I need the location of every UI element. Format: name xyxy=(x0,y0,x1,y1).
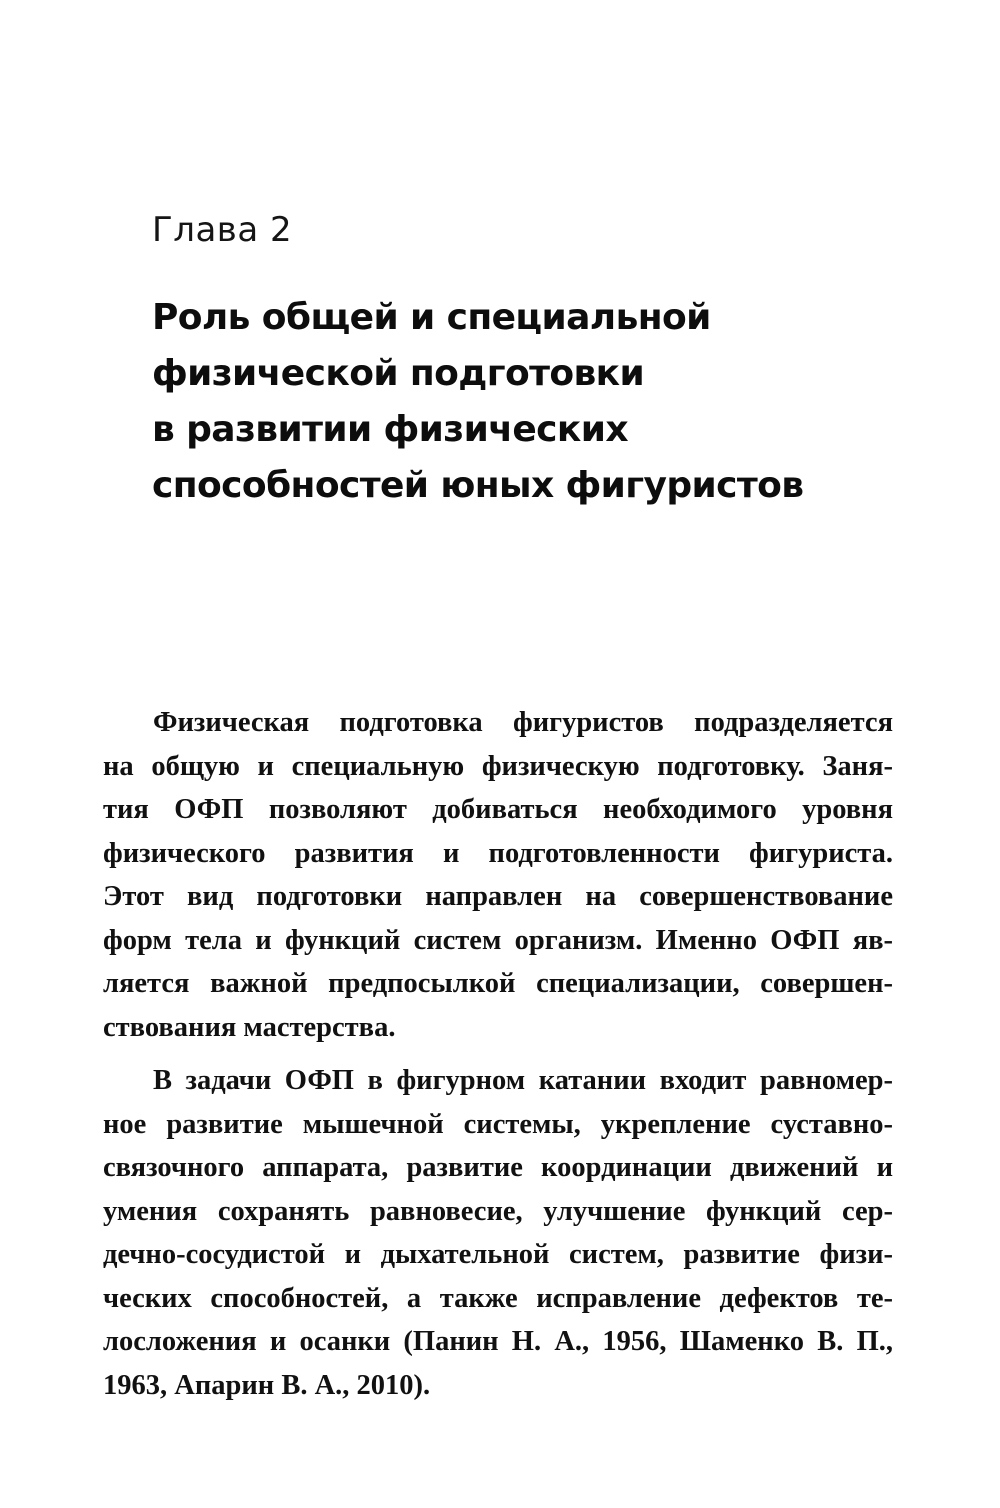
text-line: ное развитие мышечной системы, укрепление суставно- xyxy=(103,1108,893,1140)
paragraph-2 xyxy=(103,1059,893,1407)
body-text xyxy=(103,701,893,1407)
chapter-title-line: в развитии физических xyxy=(152,409,628,450)
text-line: тия ОФП позволяют добиваться необходимого уровня xyxy=(103,794,893,825)
text-line: ляется важной предпосылкой специализации, совершен- xyxy=(103,968,893,999)
paragraph-1 xyxy=(103,701,893,1049)
text-line: Физическая подготовка фигуристов подразделяется xyxy=(153,707,893,738)
text-line: физического развития и подготовленности фигуриста. xyxy=(103,837,893,869)
text-line: лосложения и осанки (Панин Н. А., 1956, Шаменко В. П., xyxy=(103,1326,893,1357)
text-line: ствования мастерства. xyxy=(103,1011,396,1043)
text-line: 1963, Апарин В. А., 2010). xyxy=(103,1369,431,1401)
chapter-title-line: физической подготовки xyxy=(152,353,645,394)
chapter-title-line: Роль общей и специальной xyxy=(152,297,711,338)
text-line: форм тела и функций систем организм. Именно ОФП яв- xyxy=(103,924,893,956)
chapter-title xyxy=(152,290,872,514)
text-line: умения сохранять равновесие, улучшение функций сер- xyxy=(103,1195,893,1227)
text-line: Этот вид подготовки направлен на совершенствование xyxy=(103,881,893,912)
chapter-title-line: способностей юных фигуристов xyxy=(152,465,804,506)
text-line: ческих способностей, а также исправление дефектов те- xyxy=(103,1282,893,1314)
text-line: связочного аппарата, развитие координации движений и xyxy=(103,1152,893,1183)
text-line: дечно-сосудистой и дыхательной систем, развитие физи- xyxy=(103,1239,893,1270)
text-line: на общую и специальную физическую подготовку. Заня- xyxy=(103,750,893,782)
text-line: В задачи ОФП в фигурном катании входит равномер- xyxy=(153,1065,893,1096)
chapter-label: Глава 2 xyxy=(152,210,293,250)
